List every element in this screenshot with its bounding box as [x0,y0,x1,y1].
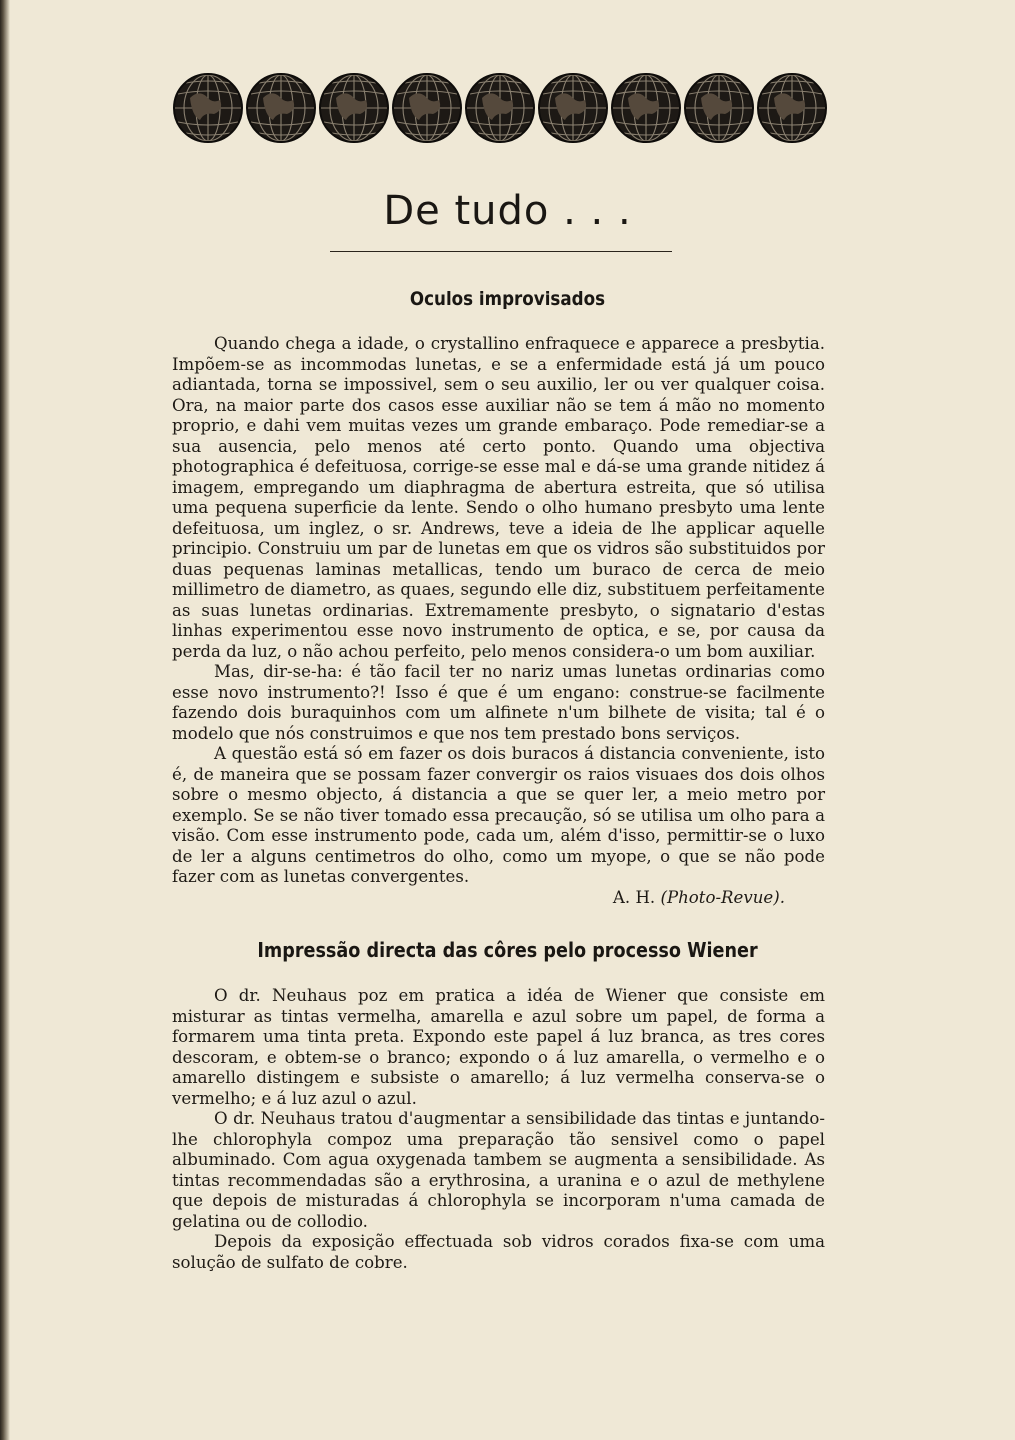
article-paragraph: Quando chega a idade, o crystallino enfraquece e apparece a presbytia. Impõem-se as incommodas lunetas, e se a enfermidade está já um pouco adiantada, torna se impossivel, sem o seu auxilio, ler ou ver qualquer coisa. Ora, na maior parte dos casos esse auxiliar não se tem á mão no momento proprio, e dahi vem muitas vezes um grande embaraço. Pode remediar-se a sua ausencia, pelo menos até certo ponto. Quando uma objectiva photographica é defeituosa, corrige-se esse mal e dá-se uma grande nitidez á imagem, empregando um diaphragma de abertura estreita, que só utilisa uma pequena superficie da lente. Sendo o olho humano presbyto uma lente defeituosa, um inglez, o sr. Andrews, teve a ideia de lhe applicar aquelle principio. Construiu um par de lunetas em que os vidros são substituidos por duas pequenas laminas metallicas, tendo um buraco de cerca de meio millimetro de diametro, as quaes, segundo elle diz, substituem perfeitamente as suas lunetas ordinarias. Extremamente presbyto, o signatario d'estas linhas experimentou esse novo instrumento de optica, e se, por causa da perda da luz, o não achou perfeito, pelo menos considera-o um bom auxiliar. [172,334,825,661]
article-heading-oculos: Oculos improvisados [409,288,606,310]
article-paragraph: Depois da exposição effectuada sob vidros corados fixa-se com uma solução de sulfato de cobre. [172,1232,825,1272]
title-divider [330,251,672,252]
globe-icon [393,74,461,142]
byline-source: (Photo-Revue). [660,888,785,907]
globe-icon [174,74,242,142]
page-title: De tudo . . . [383,188,632,234]
globe-ornament-band [170,68,830,148]
globe-icon [320,74,388,142]
article-paragraph: Mas, dir-se-ha: é tão facil ter no nariz umas lunetas ordinarias como esse novo instrumento?! Isso é que é um engano: construe-se facilmente fazendo dois buraquinhos com um alfinete n'um bilhete de visita; tal é o modelo que nós construimos e que nos tem prestado bons serviços. [172,662,825,743]
globe-icon [758,74,826,142]
article-body-wiener [172,986,825,1273]
globe-icon [685,74,753,142]
article-byline [560,888,785,907]
globe-icon [247,74,315,142]
article-paragraph: O dr. Neuhaus poz em pratica a idéa de Wiener que consiste em misturar as tintas vermelha, amarella e azul sobre um papel, de forma a formarem uma tinta preta. Expondo este papel á luz branca, as tres cores descoram, e obtem-se o branco; expondo o á luz amarella, o vermelho e o amarello distingem e subsiste o amarello; á luz vermelha conserva-se o vermelho; e á luz azul o azul. [172,986,825,1108]
article-body-oculos [172,334,825,888]
article-paragraph: A questão está só em fazer os dois buracos á distancia conveniente, isto é, de maneira que se possam fazer convergir os raios visuaes dos dois olhos sobre o mesmo objecto, á distancia a que se quer ler, a meio metro por exemplo. Se se não tiver tomado essa precaução, só se utilisa um olho para a visão. Com esse instrumento pode, cada um, além d'isso, permittir-se o luxo de ler a alguns centimetros do olho, como um myope, o que se não pode fazer com as lunetas convergentes. [172,744,825,886]
byline-author: A. H. [612,888,656,907]
article-paragraph: O dr. Neuhaus tratou d'augmentar a sensibilidade das tintas e juntando-lhe chlorophyla compoz uma preparação tão sensivel como o papel albuminado. Com agua oxygenada tambem se augmenta a sensibilidade. As tintas recommendadas são a erythrosina, a uranina e o azul de methylene que depois de misturadas á chlorophyla se incorporam n'uma camada de gelatina ou de collodio. [172,1109,825,1231]
article-heading-wiener: Impressão directa das côres pelo processo Wiener [257,938,758,962]
globe-icon [612,74,680,142]
globe-icon [466,74,534,142]
globe-icon [539,74,607,142]
